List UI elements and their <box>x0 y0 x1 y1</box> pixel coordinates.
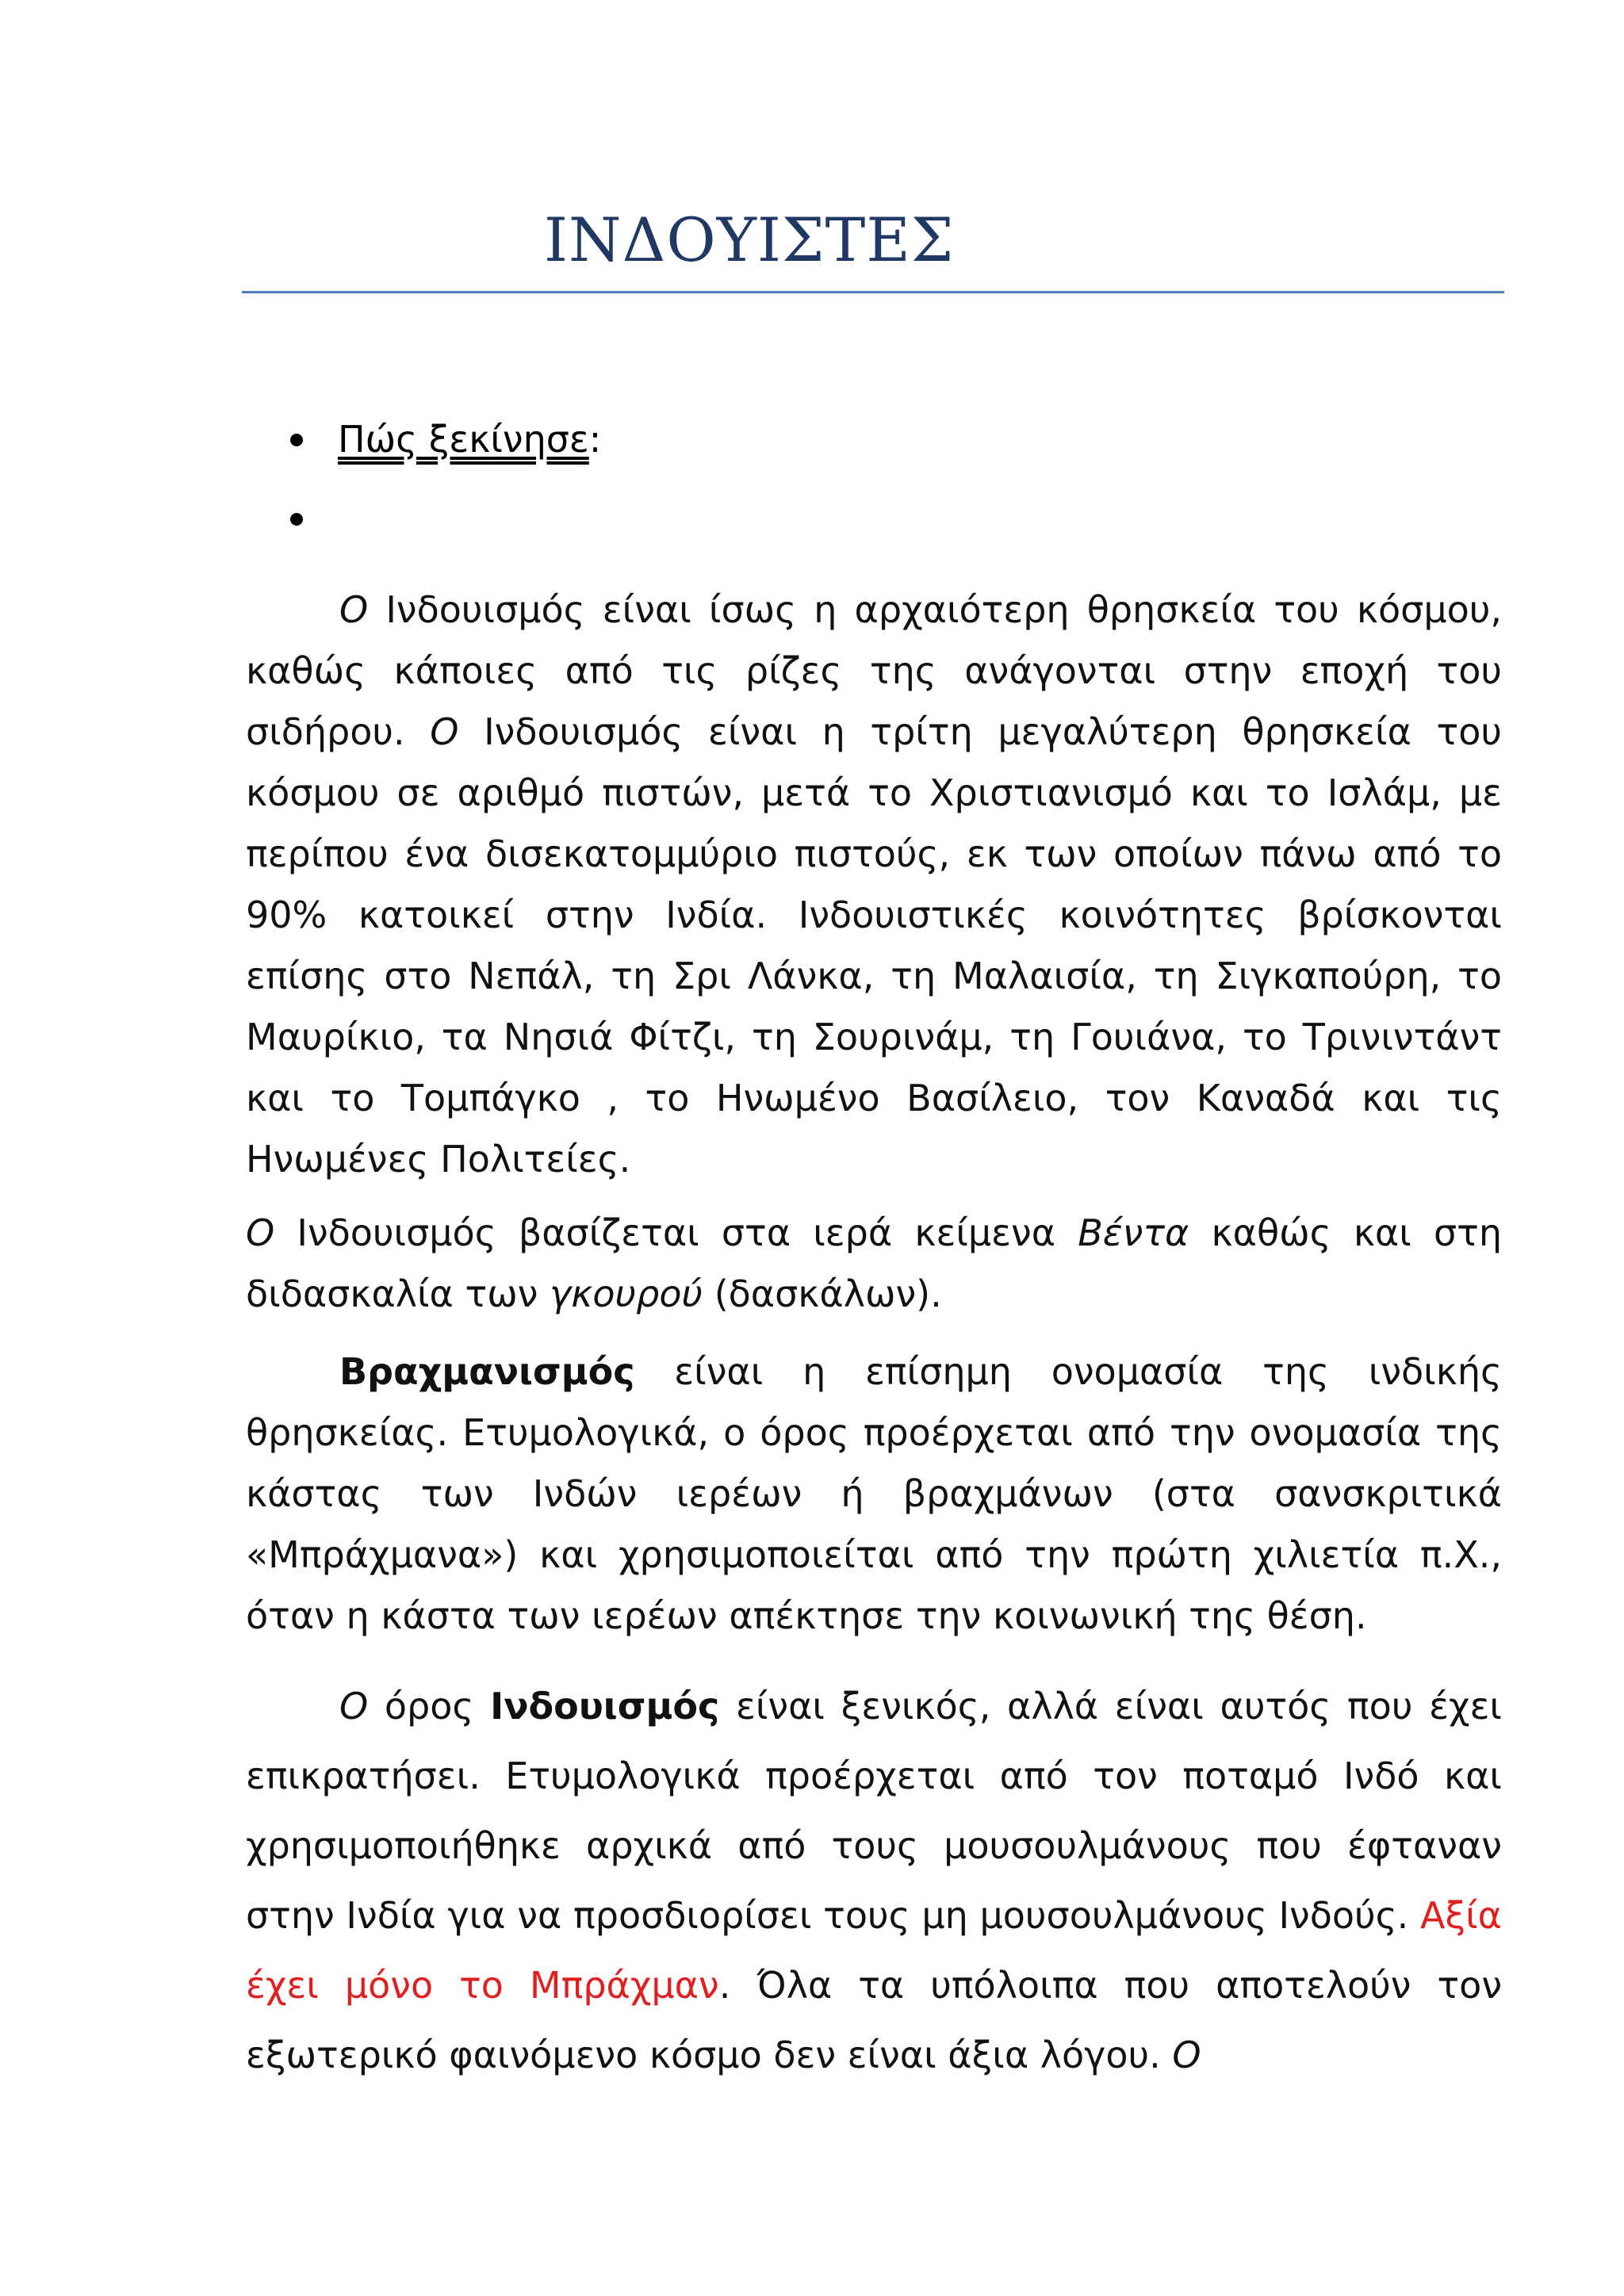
paragraph-text: Ινδουισμός βασίζεται στα ιερά κείμενα <box>274 1211 1078 1254</box>
page-title: ΙΝΔΟΥΙΣΤΕΣ <box>544 205 955 275</box>
italic-article: Ο <box>339 1685 369 1728</box>
italic-term-vedas: Βέντα <box>1078 1211 1189 1254</box>
title-underline-rule <box>242 291 1504 293</box>
paragraph-term-hinduism <box>246 1671 1502 2090</box>
paragraph-text: Ινδουισμός είναι η τρίτη μεγαλύτερη θρησκεία του κόσμου σε αριθμό πιστών, μετά το Χριστιανισμό και το Ισλάμ, με περίπου ένα δισεκατομμύριο πιστούς, εκ των οποίων πάνω από το 90% κατοικεί στην Ινδία. Ινδουιστικές κοινότητες βρίσκονται επίσης στο Νεπάλ, τη Σρι Λάνκα, τη Μαλαισία, τη Σιγκαπούρη, το Μαυρίκιο, τα Νησιά Φίτζι, τη Σουρινάμ, τη Γουιάνα, το Τρινιντάντ και το Τομπάγκο , το Ηνωμένο Βασίλειο, τον Καναδά και τις Ηνωμένες Πολιτείες. <box>246 710 1502 1181</box>
bullet-heading-colon: : <box>588 418 602 461</box>
paragraph-text: είναι η επίσημη ονομασία της ινδικής θρησκείας. Ετυμολογικά, ο όρος προέρχεται από την ονομασία της κάστας των Ινδών ιερέων ή βραχμάνων (στα σανσκριτικά «Μπράχμανα») και χρησιμοποιείται από την πρώτη χιλιετία π.Χ., όταν η κάστα των ιερέων απέκτησε την κοινωνική της θέση. <box>246 1350 1502 1637</box>
bold-term-brahmanism: Βραχμανισμός <box>339 1350 635 1393</box>
italic-article: Ο <box>430 710 459 753</box>
paragraph-text: όρος <box>368 1685 491 1728</box>
paragraph-text: Ινδουισμός είναι ίσως η αρχαιότερη θρησκεία του κόσμου, καθώς κάποιες από τις ρίζες της ανάγονται στην εποχή του σιδήρου. <box>246 588 1502 753</box>
bullet-dot-icon <box>290 434 303 446</box>
bold-term-hinduism: Ινδουισμός <box>490 1685 720 1728</box>
paragraph-origins <box>246 580 1502 1190</box>
paragraph-text: (δασκάλων). <box>703 1272 942 1315</box>
italic-article: Ο <box>1172 2034 1201 2076</box>
italic-article: Ο <box>339 588 369 631</box>
highlighted-red-text: Αξία έχει μόνο το Μπράχμαν <box>246 1894 1502 2007</box>
italic-article: Ο <box>246 1211 275 1254</box>
bullet-heading: Πώς ξεκίνησε <box>338 418 589 461</box>
paragraph-text: καθώς και στη διδασκαλία των <box>246 1211 1502 1315</box>
bullet-dot-icon <box>290 513 303 526</box>
paragraph-scriptures <box>246 1203 1502 1325</box>
italic-term-gurus: γκουρού <box>550 1272 703 1315</box>
paragraph-brahmanism <box>246 1341 1502 1647</box>
paragraph-text: είναι ξενικός, αλλά είναι αυτός που έχει επικρατήσει. Ετυμολογικά προέρχεται από τον ποταμό Ινδό και χρησιμοποιήθηκε αρχικά από τους μουσουλμάνους που έφταναν στην Ινδία για να προσδιορίσει τους μη μουσουλμάνους Ινδούς. <box>246 1685 1502 1937</box>
paragraph-text: . Όλα τα υπόλοιπα που αποτελούν τον εξωτερικό φαινόμενο κόσμο δεν είναι άξια λόγου. <box>246 1964 1503 2076</box>
